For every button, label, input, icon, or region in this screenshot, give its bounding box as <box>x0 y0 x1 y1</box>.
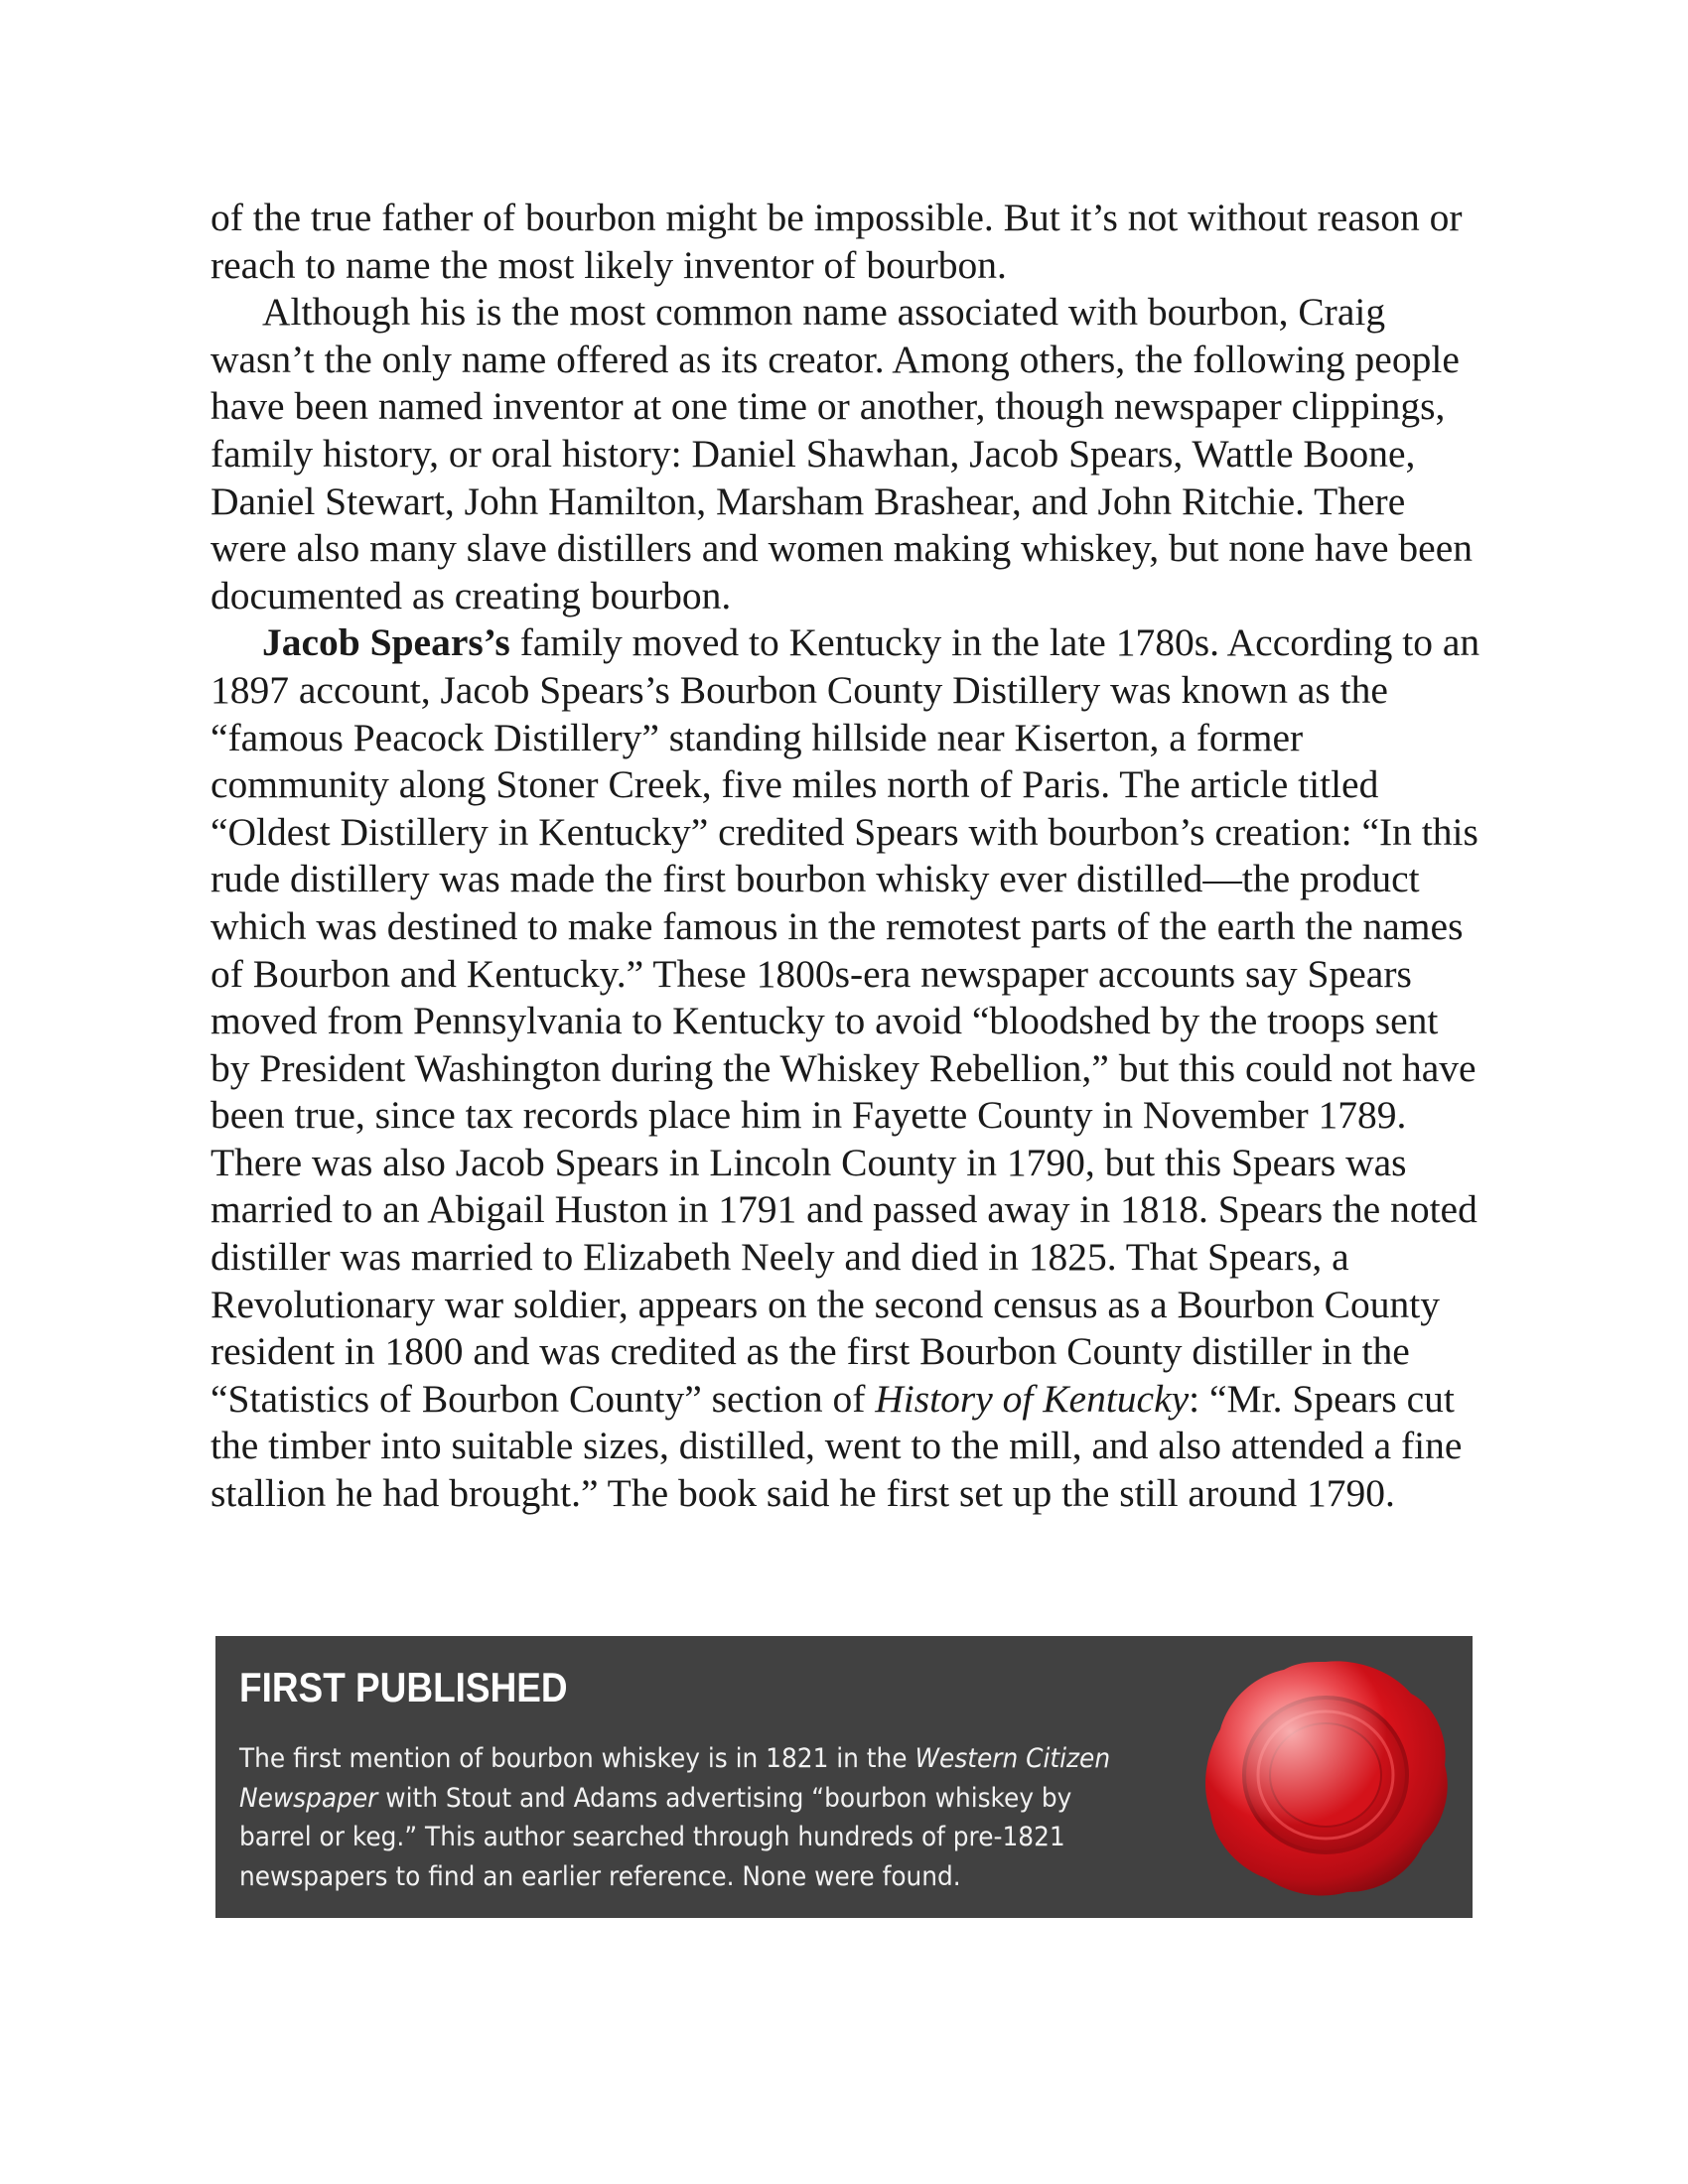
sidebar-title: FIRST PUBLISHED <box>239 1664 568 1710</box>
sidebar-text-2: with Stout and Adams advertising “bourbon whiskey by barrel or keg.” This author searched through hundreds of pre-1821 newspapers to find an earlier reference. None were found. <box>239 1782 1072 1892</box>
paragraph-1: of the true father of bourbon might be impossible. But it’s not without reason or reach to name the most likely inventor of bourbon. <box>211 196 1463 287</box>
history-of-kentucky-title: History of Kentucky <box>875 1376 1190 1421</box>
sidebar-body <box>239 1739 1125 1896</box>
newspaper-title: Western Citizen Newspaper <box>239 1743 1111 1814</box>
first-published-sidebar <box>215 1636 1473 1918</box>
paragraph-3-text: family moved to Kentucky in the late 1780s. According to an 1897 account, Jacob Spears’s Bourbon County Distillery was known as the “famous Peacock Distillery” standing hillside near Kiserton, a former community along Stoner Creek, five miles north of Paris. The article titled “Oldest Distillery in Kentucky” credited Spears with bourbon’s creation: “In this rude distillery was made the first bourbon whisky ever distilled—the product which was destined to make famous in the remotest parts of the earth the names of Bourbon and Kentucky.” These 1800s-era newspaper accounts say Spears moved from Pennsylvania to Kentucky to avoid “bloodshed by the troops sent by President Washington during the Whiskey Rebellion,” but this could not have been true, since tax records place him in Fayette County in November 1789. There was also Jacob Spears in Lincoln County in 1790, but this Spears was married to an Abigail Huston in 1791 and passed away in 1818. Spears the noted distiller was married to Elizabeth Neely and died in 1825. That Spears, a Revolutionary war soldier, appears on the second census as a Bourbon County resident in 1800 and was credited as the first Bourbon County distiller in the “Statistics of Bourbon County” section of <box>211 620 1480 1421</box>
body-text <box>211 195 1481 1518</box>
wax-seal-icon <box>1198 1654 1457 1902</box>
paragraph-3 <box>211 619 1481 1517</box>
paragraph-3-end: : “Mr. Spears cut the timber into suitable sizes, distilled, went to the mill, and also attended a fine stallion he had brought.” The book said he first set up the still around 1790. <box>211 1376 1463 1516</box>
sidebar-text-1: The first mention of bourbon whiskey is in 1821 in the <box>239 1743 915 1774</box>
jacob-spears-bold-name: Jacob Spears’s <box>262 620 510 665</box>
paragraph-2: Although his is the most common name associated with bourbon, Craig wasn’t the only name offered as its creator. Among others, the following people have been named inventor at one time or another, though newspaper clippings, family history, or oral history: Daniel Shawhan, Jacob Spears, Wattle Boone, Daniel Stewart, John Hamilton, Marsham Brashear, and John Ritchie. There were also many slave distillers and women making whiskey, but none have been documented as creating bourbon. <box>211 290 1473 617</box>
